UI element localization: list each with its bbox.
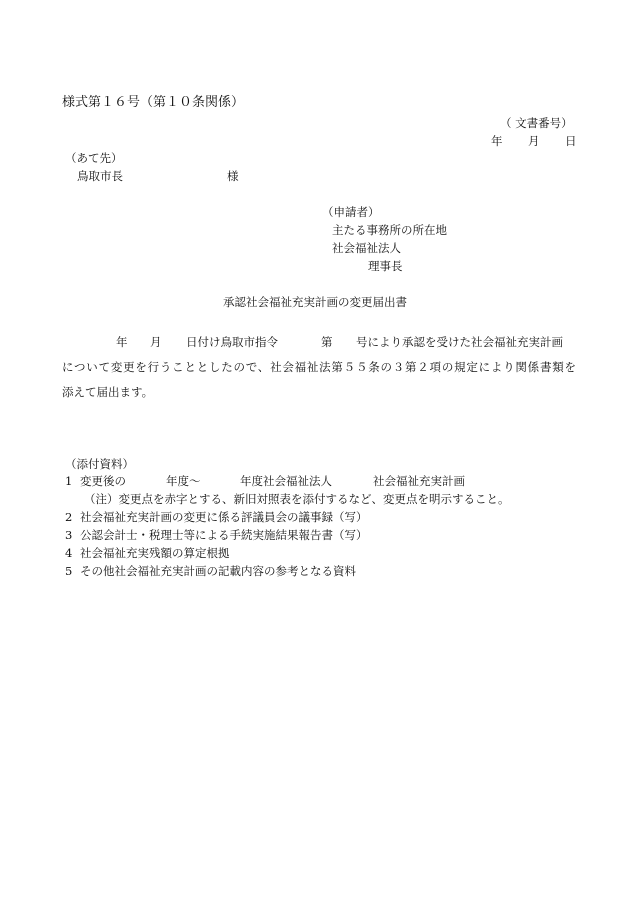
addressee-honorific: 様: [227, 169, 239, 183]
attachment-number: 5: [65, 564, 73, 578]
office-address-label: 主たる事務所の所在地: [332, 223, 447, 237]
body-year-label: 年: [116, 335, 128, 349]
form-number: 様式第１６号（第１０条関係）: [62, 95, 245, 110]
body-number-prefix: 第: [321, 335, 333, 349]
attachment-item-1-part-4: 社会福祉充実計画: [373, 474, 465, 488]
attachment-number: 1: [65, 474, 73, 488]
body-line-3: 添えて届出ます。: [62, 385, 154, 399]
attachment-item-text: その他社会福祉充実計画の記載内容の参考となる資料: [80, 564, 356, 578]
attachment-number: 4: [65, 546, 73, 560]
body-approval-text: 号により承認を受けた社会福祉充実計画: [356, 335, 563, 349]
attachment-item-text: 社会福祉充実残額の算定根拠: [80, 546, 230, 560]
attachment-item-text: 公認会計士・税理士等による手続実施結果報告書（写）: [80, 528, 368, 542]
addressee-name: 鳥取市長: [77, 169, 123, 183]
chairperson-label: 理事長: [368, 259, 403, 273]
addressee-heading: （あて先）: [65, 151, 123, 165]
date-month-label: 月: [528, 134, 540, 148]
attachment-item-text: 社会福祉充実計画の変更に係る評議員会の議事録（写）: [80, 510, 368, 524]
attachment-number: 3: [65, 528, 73, 542]
date-day-label: 日: [565, 134, 577, 148]
attachment-item-1-note: （注）変更点を赤字とする、新旧対照表を添付するなど、変更点を明示すること。: [84, 492, 510, 506]
date-year-label: 年: [491, 134, 503, 148]
body-line-2: について変更を行うこととしたので、社会福祉法第５５条の３第２項の規定により関係書類を: [62, 360, 576, 374]
attachment-item-1-part-3: 年度社会福祉法人: [240, 474, 332, 488]
body-directive-text: 日付け鳥取市指令: [186, 335, 278, 349]
body-month-label: 月: [150, 335, 162, 349]
attachment-item-1-part-1: 変更後の: [80, 474, 126, 488]
attachments-heading: （添付資料）: [65, 457, 134, 471]
corporation-label: 社会福祉法人: [332, 241, 401, 255]
document-title: 承認社会福祉充実計画の変更届出書: [223, 295, 407, 309]
attachment-item-1-part-2: 年度～: [166, 474, 201, 488]
document-number: （ 文書番号）: [500, 116, 573, 130]
attachment-number: 2: [65, 510, 73, 524]
applicant-heading: （申請者）: [322, 205, 380, 219]
